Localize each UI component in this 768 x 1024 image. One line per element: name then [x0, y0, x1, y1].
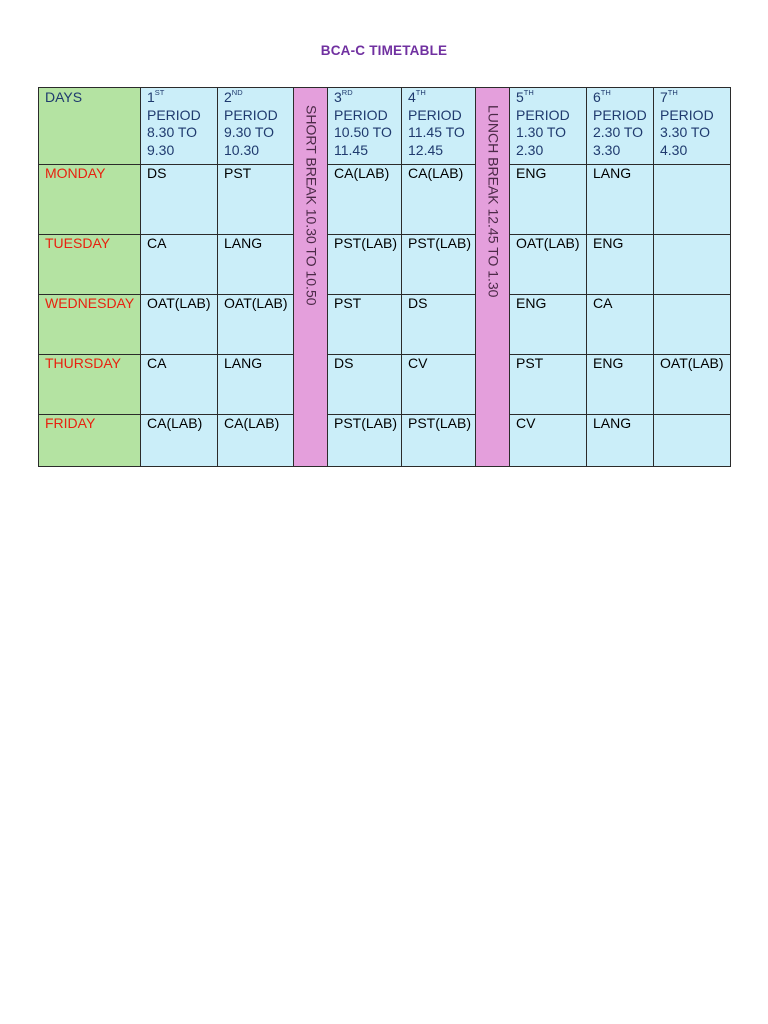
table-cell: OAT(LAB): [510, 235, 587, 295]
table-cell: ENG: [587, 355, 654, 415]
period-header-1: 1ST PERIOD 8.30 TO 9.30: [141, 88, 218, 165]
day-label: MONDAY: [39, 165, 141, 235]
table-cell: CA: [141, 355, 218, 415]
day-label: FRIDAY: [39, 415, 141, 467]
table-row: [39, 295, 731, 355]
timetable: [38, 87, 731, 467]
table-cell: DS: [402, 295, 476, 355]
table-cell: [654, 165, 731, 235]
header-row: [39, 88, 731, 165]
table-cell: LANG: [587, 415, 654, 467]
table-cell: CA(LAB): [141, 415, 218, 467]
lunch-break-column: [476, 88, 510, 467]
table-cell: CA(LAB): [328, 165, 402, 235]
days-header: DAYS: [39, 88, 141, 165]
day-label: WEDNESDAY: [39, 295, 141, 355]
table-cell: CA: [141, 235, 218, 295]
table-cell: LANG: [218, 355, 294, 415]
period-header-4: 4TH PERIOD 11.45 TO 12.45: [402, 88, 476, 165]
day-label: THURSDAY: [39, 355, 141, 415]
table-cell: ENG: [510, 295, 587, 355]
table-cell: DS: [141, 165, 218, 235]
table-cell: CA(LAB): [218, 415, 294, 467]
page-title: BCA-C TIMETABLE: [320, 43, 448, 58]
period-header-5: 5TH PERIOD 1.30 TO 2.30: [510, 88, 587, 165]
table-cell: CV: [402, 355, 476, 415]
table-row: [39, 235, 731, 295]
table-cell: PST(LAB): [328, 415, 402, 467]
table-row: [39, 165, 731, 235]
table-cell: [654, 295, 731, 355]
short-break-column: [294, 88, 328, 467]
table-row: [39, 415, 731, 467]
table-cell: PST(LAB): [402, 415, 476, 467]
table-cell: PST(LAB): [402, 235, 476, 295]
table-cell: CA: [587, 295, 654, 355]
table-cell: CV: [510, 415, 587, 467]
table-cell: PST: [328, 295, 402, 355]
table-cell: ENG: [587, 235, 654, 295]
period-header-2: 2ND PERIOD 9.30 TO 10.30: [218, 88, 294, 165]
table-cell: ENG: [510, 165, 587, 235]
period-header-3: 3RD PERIOD 10.50 TO 11.45: [328, 88, 402, 165]
short-break-label: SHORT BREAK 10.30 TO 10.50: [303, 105, 320, 306]
table-cell: CA(LAB): [402, 165, 476, 235]
period-header-6: 6TH PERIOD 2.30 TO 3.30: [587, 88, 654, 165]
table-cell: OAT(LAB): [218, 295, 294, 355]
table-cell: [654, 235, 731, 295]
table-cell: LANG: [587, 165, 654, 235]
table-cell: PST: [218, 165, 294, 235]
table-row: [39, 355, 731, 415]
day-label: TUESDAY: [39, 235, 141, 295]
table-cell: PST: [510, 355, 587, 415]
table-cell: DS: [328, 355, 402, 415]
table-cell: [654, 415, 731, 467]
table-cell: LANG: [218, 235, 294, 295]
table-cell: OAT(LAB): [654, 355, 731, 415]
table-cell: PST(LAB): [328, 235, 402, 295]
period-header-7: 7TH PERIOD 3.30 TO 4.30: [654, 88, 731, 165]
lunch-break-label: LUNCH BREAK 12.45 TO 1.30: [485, 105, 502, 298]
table-cell: OAT(LAB): [141, 295, 218, 355]
